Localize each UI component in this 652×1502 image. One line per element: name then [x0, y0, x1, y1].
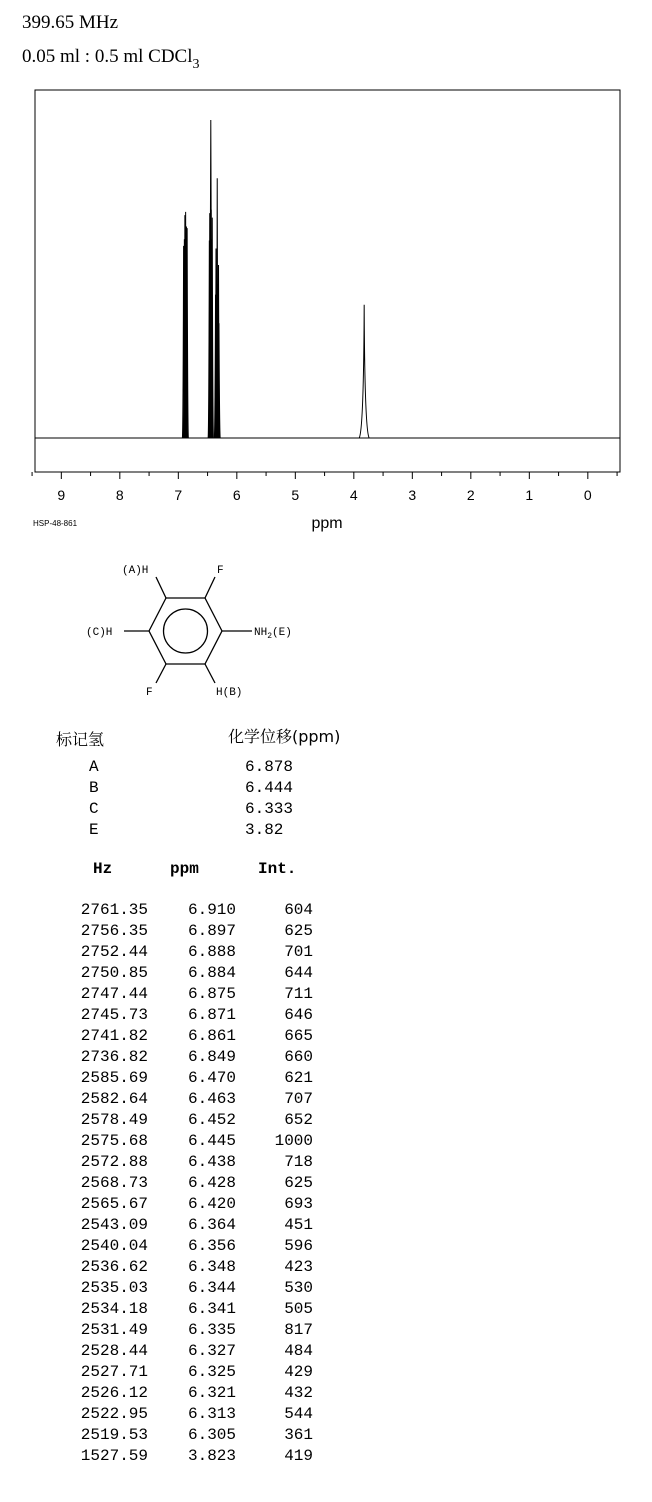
peak-int: 718 [284, 1153, 313, 1171]
peak-hz: 2585.69 [80, 1069, 148, 1087]
peak-hz: 2582.64 [80, 1090, 148, 1108]
atom-label-hb: H(B) [216, 687, 243, 699]
x-tick-label: 9 [57, 487, 66, 503]
table-row [0, 1069, 652, 1090]
peak-int: 544 [284, 1405, 313, 1423]
peak-int: 693 [284, 1195, 313, 1213]
peak-int: 701 [284, 943, 313, 961]
table-row [0, 922, 652, 943]
peak-int: 652 [284, 1111, 313, 1129]
peak-ppm: 6.305 [187, 1426, 236, 1444]
assignment-label: E [89, 821, 99, 839]
table-row [0, 1216, 652, 1237]
peak-ppm: 6.341 [187, 1300, 236, 1318]
ring-bonds [124, 577, 252, 683]
peak-ppm: 6.420 [187, 1195, 236, 1213]
atom-label-ha: (A)H [122, 565, 149, 577]
peak-hz: 2741.82 [80, 1027, 148, 1045]
table-row [0, 1279, 652, 1300]
atom-label-f-bottom: F [146, 687, 153, 699]
peak-hz: 2522.95 [80, 1405, 148, 1423]
peak-hz: 2543.09 [80, 1216, 148, 1234]
x-tick-label: 0 [583, 487, 592, 503]
peak-int: 625 [284, 922, 313, 940]
assignment-header-shift: 化学位移(ppm) [228, 727, 341, 746]
x-tick-label: 3 [408, 487, 417, 503]
peak-ppm: 6.463 [187, 1090, 236, 1108]
peak-ppm: 6.364 [187, 1216, 236, 1234]
peak-hz: 2747.44 [80, 985, 148, 1003]
table-row [0, 1258, 652, 1279]
peak-hz: 2519.53 [80, 1426, 148, 1444]
table-row [0, 1132, 652, 1153]
nh-subscript: 2 [267, 632, 273, 641]
x-tick-label: 5 [291, 487, 300, 503]
peak-header-hz: Hz [93, 860, 113, 878]
table-row [0, 1342, 652, 1363]
peak-hz: 2536.62 [80, 1258, 148, 1276]
spectrum-peak [359, 305, 369, 438]
peak-hz: 2750.85 [80, 964, 148, 982]
peak-hz: 2736.82 [80, 1048, 148, 1066]
bond-to-ha [156, 577, 166, 598]
sample-concentration [22, 46, 200, 73]
peak-hz: 2761.35 [80, 901, 148, 919]
spectrometer-frequency: 399.65 MHz [22, 12, 119, 33]
x-tick-label: 4 [349, 487, 358, 503]
spectrum-peaks [182, 120, 369, 438]
peak-int: 707 [284, 1090, 313, 1108]
peak-int: 484 [284, 1342, 313, 1360]
peak-ppm: 6.313 [187, 1405, 236, 1423]
assignment-shift: 6.878 [245, 758, 294, 776]
peak-ppm: 6.849 [187, 1048, 236, 1066]
peak-ppm: 6.871 [187, 1006, 236, 1024]
x-tick-label: 6 [232, 487, 241, 503]
x-tick-label: 8 [115, 487, 124, 503]
table-row [0, 1174, 652, 1195]
table-row [0, 1384, 652, 1405]
table-row [0, 1237, 652, 1258]
peak-hz: 1527.59 [80, 1447, 148, 1465]
table-row [0, 1321, 652, 1342]
peak-ppm: 6.335 [187, 1321, 236, 1339]
x-axis-label: ppm [311, 515, 343, 532]
peak-ppm: 6.897 [187, 922, 236, 940]
nh-text: NH [254, 627, 268, 639]
concentration-subscript: 3 [192, 57, 200, 72]
table-row [0, 943, 652, 964]
peak-hz: 2756.35 [80, 922, 148, 940]
assignment-shift: 6.444 [245, 779, 294, 797]
table-row [0, 1006, 652, 1027]
bond-to-f-top [205, 577, 215, 598]
nmr-spectrum-chart [0, 80, 652, 540]
aromatic-circle [164, 609, 208, 653]
peak-ppm: 6.344 [187, 1279, 236, 1297]
peak-int: 596 [284, 1237, 313, 1255]
peak-header-ppm: ppm [170, 860, 199, 878]
peak-ppm: 6.875 [187, 985, 236, 1003]
peak-ppm: 3.823 [187, 1447, 236, 1465]
peak-int: 604 [284, 901, 313, 919]
peak-int: 660 [284, 1048, 313, 1066]
peak-ppm: 6.321 [187, 1384, 236, 1402]
peak-ppm: 6.356 [187, 1237, 236, 1255]
bond-to-hb [205, 664, 215, 683]
peak-ppm: 6.910 [187, 901, 236, 919]
peak-ppm: 6.438 [187, 1153, 236, 1171]
table-row [0, 1027, 652, 1048]
assignment-shift: 3.82 [245, 821, 284, 839]
atom-label-hc: (C)H [86, 627, 113, 639]
x-tick-label: 7 [174, 487, 183, 503]
peak-hz: 2534.18 [80, 1300, 148, 1318]
peak-hz: 2531.49 [80, 1321, 148, 1339]
molecule-structure [60, 555, 360, 715]
assignment-header-label: 标记氢 [56, 730, 105, 749]
assignment-label: C [89, 800, 99, 818]
peak-hz: 2745.73 [80, 1006, 148, 1024]
nh-e-label: (E) [272, 627, 292, 639]
table-row [0, 1447, 652, 1468]
plot-frame [35, 90, 620, 472]
peak-ppm: 6.327 [187, 1342, 236, 1360]
table-row [0, 1090, 652, 1111]
peak-ppm: 6.861 [187, 1027, 236, 1045]
peak-int: 625 [284, 1174, 313, 1192]
table-row [0, 1048, 652, 1069]
assignment-label: B [89, 779, 99, 797]
peak-int: 423 [284, 1258, 313, 1276]
table-row [0, 985, 652, 1006]
peak-hz: 2526.12 [80, 1384, 148, 1402]
peak-hz: 2535.03 [80, 1279, 148, 1297]
peak-int: 505 [284, 1300, 313, 1318]
peak-int: 432 [284, 1384, 313, 1402]
peak-int: 644 [284, 964, 313, 982]
peak-ppm: 6.888 [187, 943, 236, 961]
peak-int: 665 [284, 1027, 313, 1045]
assignment-shift: 6.333 [245, 800, 294, 818]
peak-int: 817 [284, 1321, 313, 1339]
peak-ppm: 6.470 [187, 1069, 236, 1087]
concentration-text: 0.05 ml : 0.5 ml CDCl [22, 46, 193, 67]
table-row [0, 1405, 652, 1426]
peak-ppm: 6.445 [187, 1132, 236, 1150]
table-row [0, 1426, 652, 1447]
peak-int: 361 [284, 1426, 313, 1444]
peak-int: 419 [284, 1447, 313, 1465]
peak-int: 451 [284, 1216, 313, 1234]
peak-hz: 2527.71 [80, 1363, 148, 1381]
peak-int: 1000 [274, 1132, 313, 1150]
peak-int: 429 [284, 1363, 313, 1381]
table-row [0, 1300, 652, 1321]
table-row [0, 1111, 652, 1132]
assignment-label: A [89, 758, 99, 776]
peak-ppm: 6.348 [187, 1258, 236, 1276]
atom-label-nh2 [254, 627, 292, 641]
table-row [0, 964, 652, 985]
table-row [0, 1195, 652, 1216]
peak-int: 711 [284, 985, 313, 1003]
peak-int: 621 [284, 1069, 313, 1087]
peak-ppm: 6.452 [187, 1111, 236, 1129]
peak-header-int: Int. [258, 860, 297, 878]
atom-label-f-top: F [217, 565, 224, 577]
x-tick-label: 2 [466, 487, 475, 503]
peak-hz: 2565.67 [80, 1195, 148, 1213]
peak-hz: 2528.44 [80, 1342, 148, 1360]
peak-hz: 2578.49 [80, 1111, 148, 1129]
peak-hz: 2575.68 [80, 1132, 148, 1150]
spectrum-code: HSP-48-861 [33, 519, 78, 528]
peak-ppm: 6.325 [187, 1363, 236, 1381]
peak-hz: 2540.04 [80, 1237, 148, 1255]
x-axis-ticks [32, 472, 617, 503]
peak-hz: 2572.88 [80, 1153, 148, 1171]
table-row [0, 1153, 652, 1174]
peak-ppm: 6.428 [187, 1174, 236, 1192]
table-row [0, 1363, 652, 1384]
table-row [0, 901, 652, 922]
peak-int: 530 [284, 1279, 313, 1297]
x-tick-label: 1 [525, 487, 534, 503]
peak-int: 646 [284, 1006, 313, 1024]
peak-hz: 2568.73 [80, 1174, 148, 1192]
bond-to-f-bottom [156, 664, 166, 683]
peak-hz: 2752.44 [80, 943, 148, 961]
peak-ppm: 6.884 [187, 964, 236, 982]
